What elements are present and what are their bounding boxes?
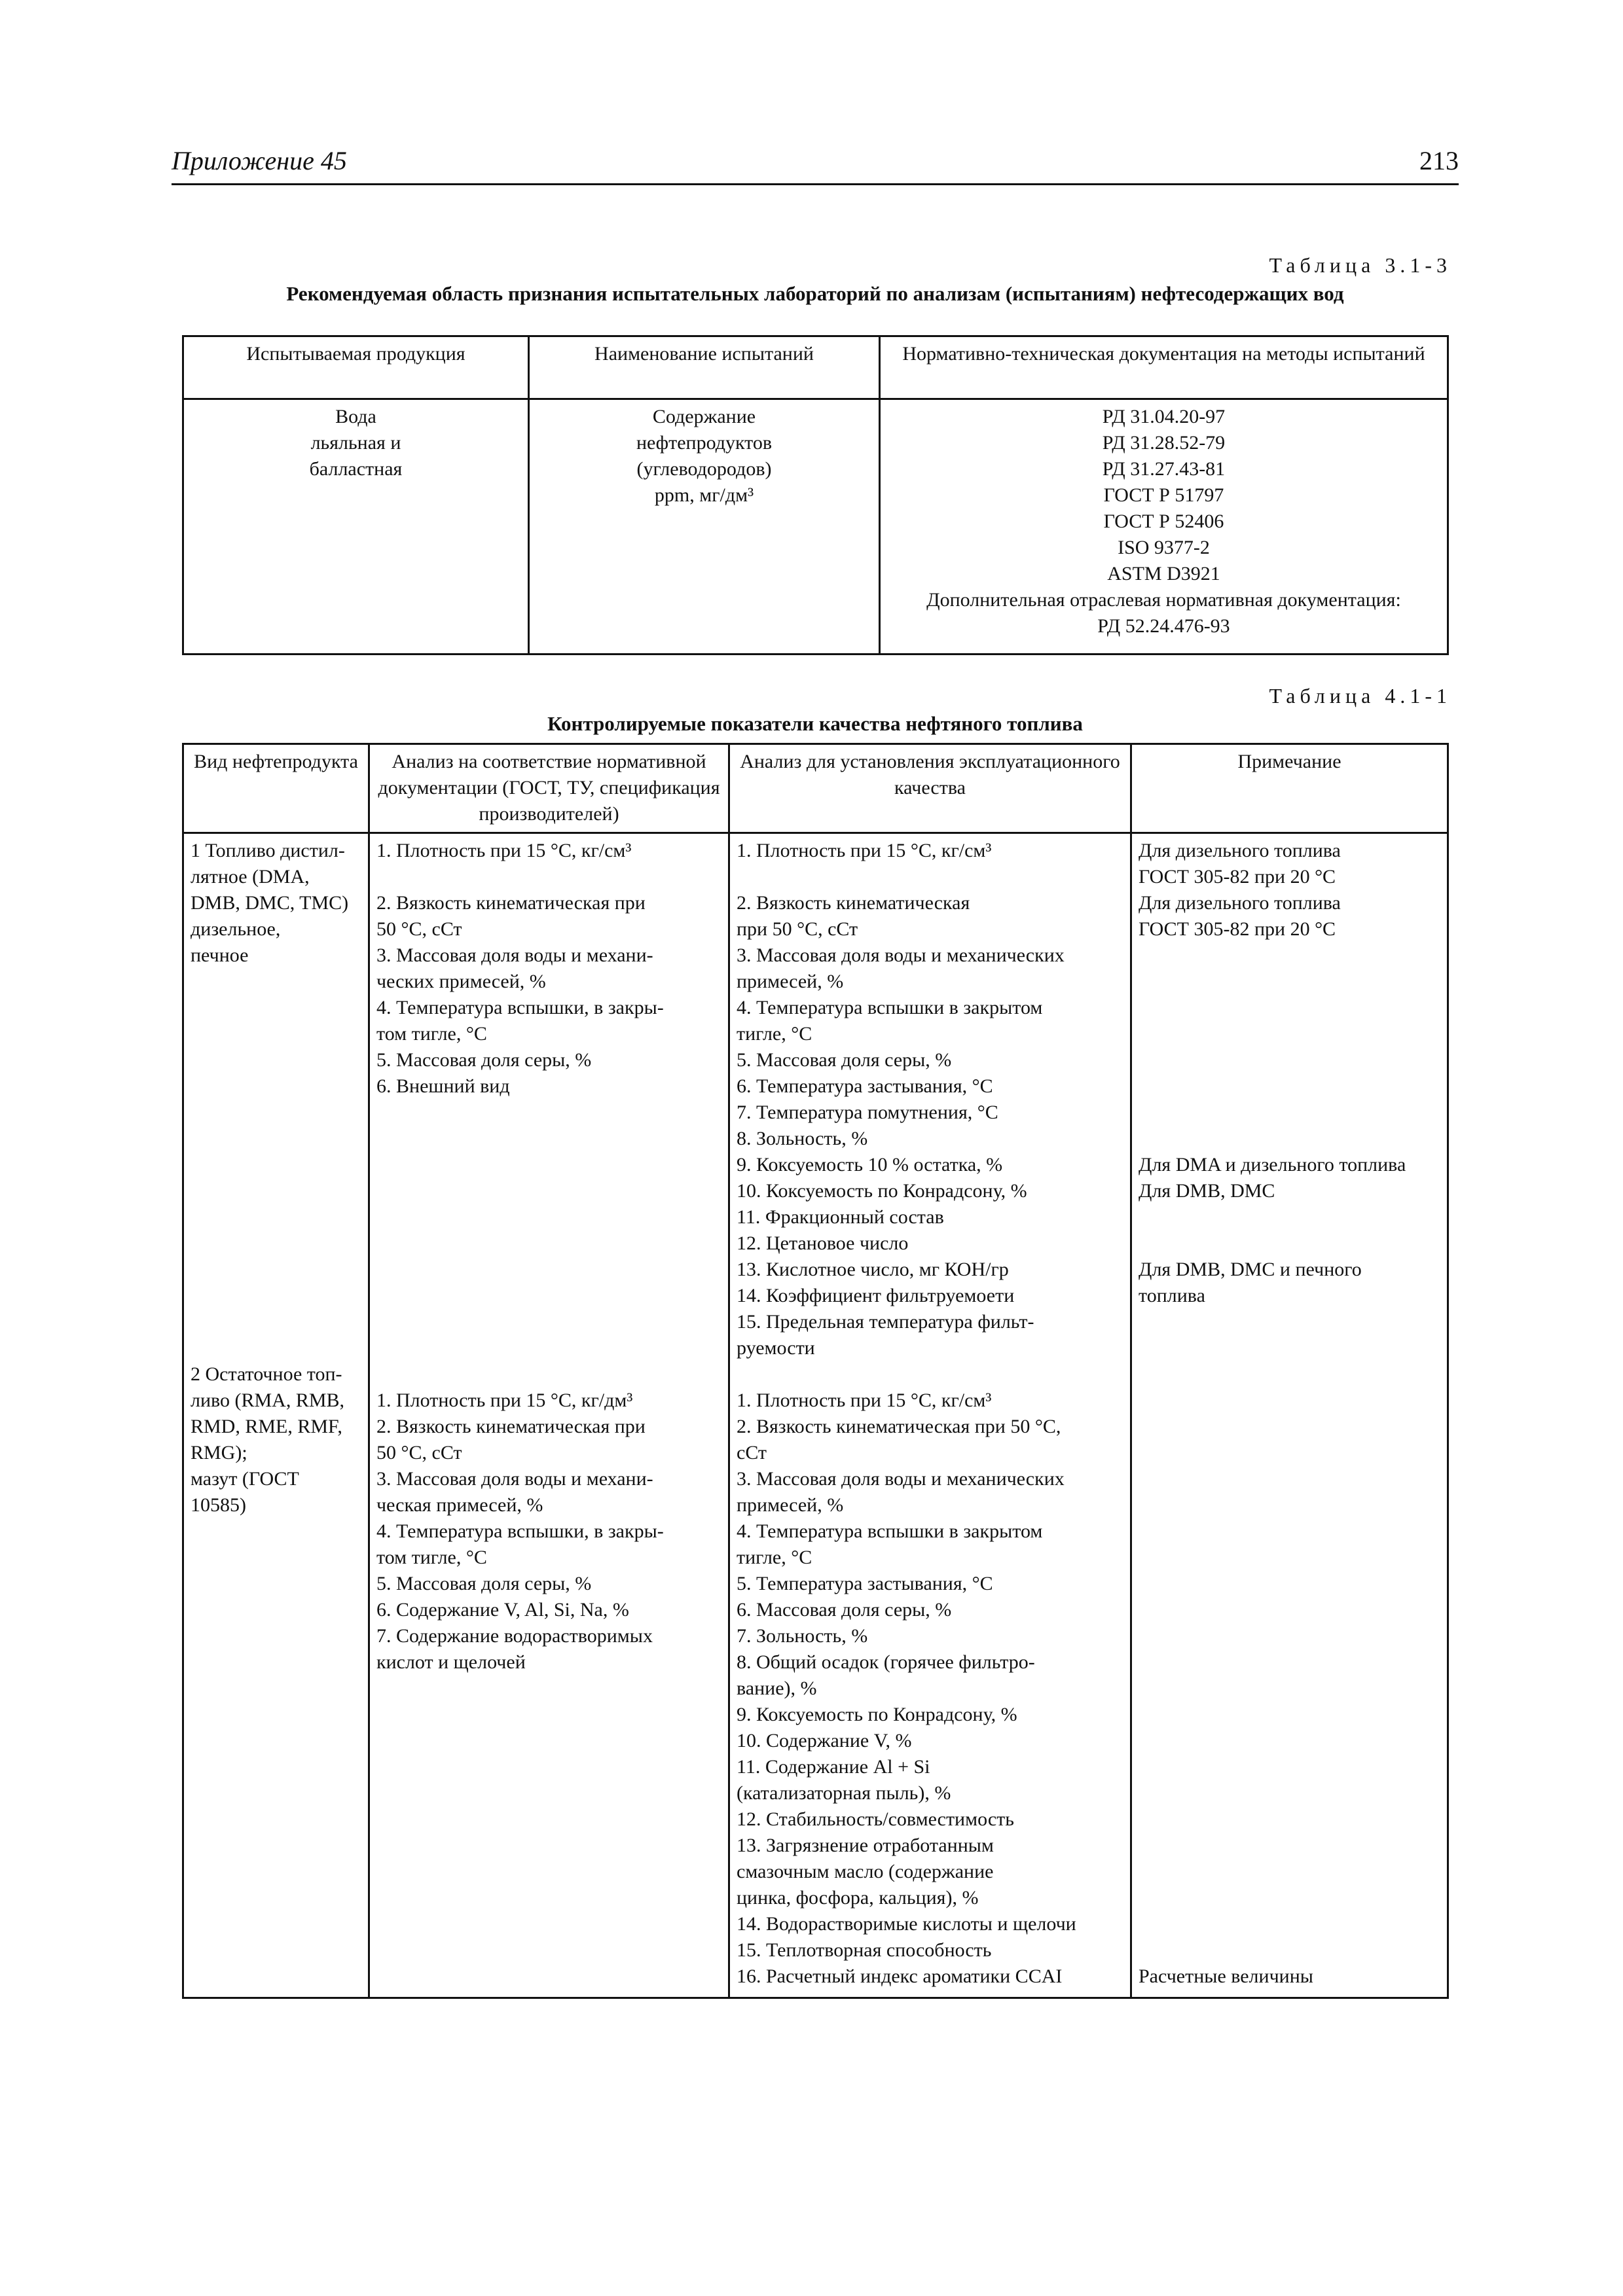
text-line [1139,1833,1440,1859]
text-line [1139,1937,1440,1964]
text-line: (углеводородов) [636,458,772,480]
text-line [1139,1571,1440,1597]
text-line: руемости [737,1337,815,1359]
text-line [1139,1545,1440,1571]
text-line: ГОСТ Р 51797 [1103,484,1224,506]
text-line: 50 °С, сСт [376,918,462,940]
text-line: 16. Расчетный индекс ароматики CCAI [737,1965,1063,1987]
text-line [1139,1780,1440,1806]
table2-header-row [183,744,1448,833]
table1-row [183,399,1448,655]
text-line: печное [191,944,249,966]
table2-col-product: Вид нефтепродукта [183,744,369,833]
text-line: Расчетные величины [1139,1965,1313,1987]
text-line: смазочным масло (содержание [737,1861,994,1882]
text-line: ливо (RMA, RMB, [191,1390,345,1411]
text-line: Дополнительная отраслевая нормативная документация: [926,589,1401,611]
text-line: 15. Теплотворная способность [737,1939,992,1961]
text-line: ческих примесей, % [376,971,546,992]
text-line: ГОСТ Р 52406 [1103,511,1224,532]
text-line: 4. Температура вспышки в закрытом [737,997,1043,1018]
text-line [1139,1100,1440,1126]
text-line: 4. Температура вспышки, в закры- [376,1520,664,1542]
text-line: 2. Вязкость кинематическая при [376,1416,646,1437]
text-line: 9. Коксуемость 10 % остатка, % [737,1154,1003,1175]
text-line [1139,1885,1440,1911]
text-line [1139,1859,1440,1885]
text-line: 3. Массовая доля воды и механи- [376,1468,653,1490]
text-line: ГОСТ 305-82 при 20 °С [1139,918,1336,940]
table2-col-compliance: Анализ на соответствие нормативной документации (ГОСТ, ТУ, спецификация производителей) [369,744,729,833]
text-line: 2. Вязкость кинематическая при [376,892,646,914]
table2-operational-cell [729,833,1131,1998]
table1-col-test: Наименование испытаний [529,336,880,399]
text-line: 6. Температура застывания, °С [737,1075,993,1097]
text-line: Для дизельного топлива [1139,892,1341,914]
text-line [1139,1518,1440,1545]
table1-col-product: Испытываемая продукция [183,336,529,399]
text-line: ческая примесей, % [376,1494,543,1516]
text-line [737,864,1123,890]
table2-body-row [183,833,1448,1998]
text-line: балластная [309,458,403,480]
text-line: (катализаторная пыль), % [737,1782,951,1804]
text-line: вание), % [737,1677,817,1699]
text-line: РД 52.24.476-93 [1097,615,1230,637]
text-line: сСт [737,1442,767,1463]
text-line: примесей, % [737,971,844,992]
table2 [182,743,1449,1999]
text-line [1139,1073,1440,1100]
text-line: 13. Кислотное число, мг КОН/гр [737,1259,1009,1280]
text-line: тигле, °С [737,1023,812,1045]
text-line: 50 °С, сСт [376,1442,462,1463]
text-line: кислот и щелочей [376,1651,526,1673]
row1-compliance [376,838,721,1388]
table1-product-cell [183,399,529,655]
text-line: при 50 °С, сСт [737,918,858,940]
text-line: 12. Цетановое число [737,1232,909,1254]
text-line [1139,1204,1440,1230]
text-line: 3. Массовая доля воды и механических [737,944,1065,966]
text-line: РД 31.28.52-79 [1102,432,1226,454]
text-line: 6. Содержание V, Al, Si, Na, % [376,1599,629,1621]
text-line: 10. Коксуемость по Конрадсону, % [737,1180,1027,1202]
text-line: Для DMB, DMC и печного [1139,1259,1362,1280]
row1-operational [737,838,1123,1388]
text-line: RMD, RME, RMF, [191,1416,342,1437]
text-line: 11. Фракционный состав [737,1206,944,1228]
text-line: 2. Вязкость кинематическая [737,892,970,914]
text-line: 14. Водорастворимые кислоты и щелочи [737,1913,1076,1935]
text-line [1139,1623,1440,1649]
text-line: примесей, % [737,1494,844,1516]
text-line: 10. Содержание V, % [737,1730,912,1751]
text-line [1139,942,1440,969]
text-line [1139,1702,1440,1728]
text-line: 12. Стабильность/совместимость [737,1808,1014,1830]
text-line: льяльная и [310,432,401,454]
text-line [1139,1649,1440,1676]
text-line [1139,1230,1440,1257]
table2-title: Контролируемые показатели качества нефтяного топлива [547,712,1083,735]
text-line [1139,1676,1440,1702]
table2-col-operational: Анализ для установления эксплуатационного качества [729,744,1131,833]
table1-title: Рекомендуемая область признания испытательных лабораторий по анализам (испытаниям) нефтесодержащих вод [286,282,1344,305]
text-line: 8. Общий осадок (горячее фильтро- [737,1651,1035,1673]
text-line: 7. Зольность, % [737,1625,868,1647]
row2-product [191,1361,361,1518]
header-title: Приложение 45 [172,146,347,175]
text-line: ASTM D3921 [1107,563,1220,584]
table1 [182,335,1449,655]
text-line: 9. Коксуемость по Конрадсону, % [737,1704,1017,1725]
text-line: 4. Температура вспышки, в закры- [376,997,664,1018]
text-line: 6. Внешний вид [376,1075,510,1097]
text-line: лятное (DMA, [191,866,310,888]
text-line: 11. Содержание Al + Si [737,1756,930,1778]
table1-header-row [183,336,1448,399]
table2-notes-cell [1131,833,1448,1998]
text-line: 1. Плотность при 15 °С, кг/см³ [376,840,632,861]
row1-notes [1139,838,1440,1388]
text-line: цинка, фосфора, кальция), % [737,1887,979,1909]
page-number: 213 [1419,146,1459,175]
text-line: 6. Массовая доля серы, % [737,1599,952,1621]
text-line: 1. Плотность при 15 °С, кг/см³ [737,1390,992,1411]
text-line: 14. Коэффициент фильтруемоети [737,1285,1015,1306]
text-line: 5. Массовая доля серы, % [376,1573,592,1594]
text-line: 3. Массовая доля воды и механи- [376,944,653,966]
text-line: 2 Остаточное топ- [191,1363,342,1385]
text-line [376,864,721,890]
row2-notes [1139,1388,1440,1990]
text-line: 10585) [191,1494,246,1516]
text-line [1139,1754,1440,1780]
text-line [1139,1911,1440,1937]
text-line: DMB, DMC, TMC) [191,892,349,914]
text-line: 2. Вязкость кинематическая при 50 °С, [737,1416,1061,1437]
text-line: 3. Массовая доля воды и механических [737,1468,1065,1490]
text-line [1139,1728,1440,1754]
text-line [1139,1597,1440,1623]
text-line: нефтепродуктов [636,432,773,454]
text-line [1139,1021,1440,1047]
row2-operational [737,1388,1123,1990]
text-line: Для DMA и дизельного топлива [1139,1154,1406,1175]
text-line [1139,1440,1440,1466]
text-line: топлива [1139,1285,1205,1306]
row2-compliance [376,1388,721,1676]
text-line: RMG); [191,1442,247,1463]
text-line: Для DMB, DMC [1139,1180,1275,1202]
text-line: дизельное, [191,918,281,940]
text-line: Вода [335,406,376,427]
table2-col-notes: Примечание [1131,744,1448,833]
text-line: 5. Массовая доля серы, % [376,1049,592,1071]
text-line: 1 Топливо дистил- [191,840,345,861]
text-line: том тигле, °С [376,1023,487,1045]
text-line: 13. Загрязнение отработанным [737,1835,994,1856]
text-line: Для дизельного топлива [1139,840,1341,861]
text-line [1139,1492,1440,1518]
table2-number: Таблица 4.1-1 [1269,684,1451,708]
text-line: ГОСТ 305-82 при 20 °С [1139,866,1336,888]
text-line: 8. Зольность, % [737,1128,868,1149]
text-line: Содержание [652,406,756,427]
text-line: ppm, мг/дм³ [654,484,754,506]
text-line: РД 31.27.43-81 [1102,458,1226,480]
text-line [1139,1466,1440,1492]
text-line: 7. Содержание водорастворимых [376,1625,653,1647]
text-line [1139,1047,1440,1073]
table1-documents-cell [880,399,1448,655]
text-line: РД 31.04.20-97 [1102,406,1226,427]
text-line: 7. Температура помутнения, °С [737,1102,998,1123]
table2-product-cell [183,833,369,1998]
text-line: 15. Предельная температура фильт- [737,1311,1034,1333]
text-line: 1. Плотность при 15 °С, кг/см³ [737,840,992,861]
table1-number: Таблица 3.1-3 [1269,253,1451,277]
row1-product [191,838,361,1361]
text-line [1139,969,1440,995]
table2-compliance-cell [369,833,729,1998]
text-line: тигле, °С [737,1547,812,1568]
running-header [172,145,1459,185]
text-line: 4. Температура вспышки в закрытом [737,1520,1043,1542]
text-line [1139,995,1440,1021]
table1-test-cell [529,399,880,655]
text-line [1139,1126,1440,1152]
text-line: 1. Плотность при 15 °С, кг/дм³ [376,1390,633,1411]
text-line: 5. Температура застывания, °С [737,1573,993,1594]
table1-col-documents: Нормативно-техническая документация на методы испытаний [880,336,1448,399]
text-line: том тигле, °С [376,1547,487,1568]
text-line [1139,1806,1440,1833]
text-line: ISO 9377-2 [1118,537,1210,558]
text-line: 5. Массовая доля серы, % [737,1049,952,1071]
text-line: мазут (ГОСТ [191,1468,299,1490]
text-line [1139,1388,1440,1414]
text-line [1139,1414,1440,1440]
